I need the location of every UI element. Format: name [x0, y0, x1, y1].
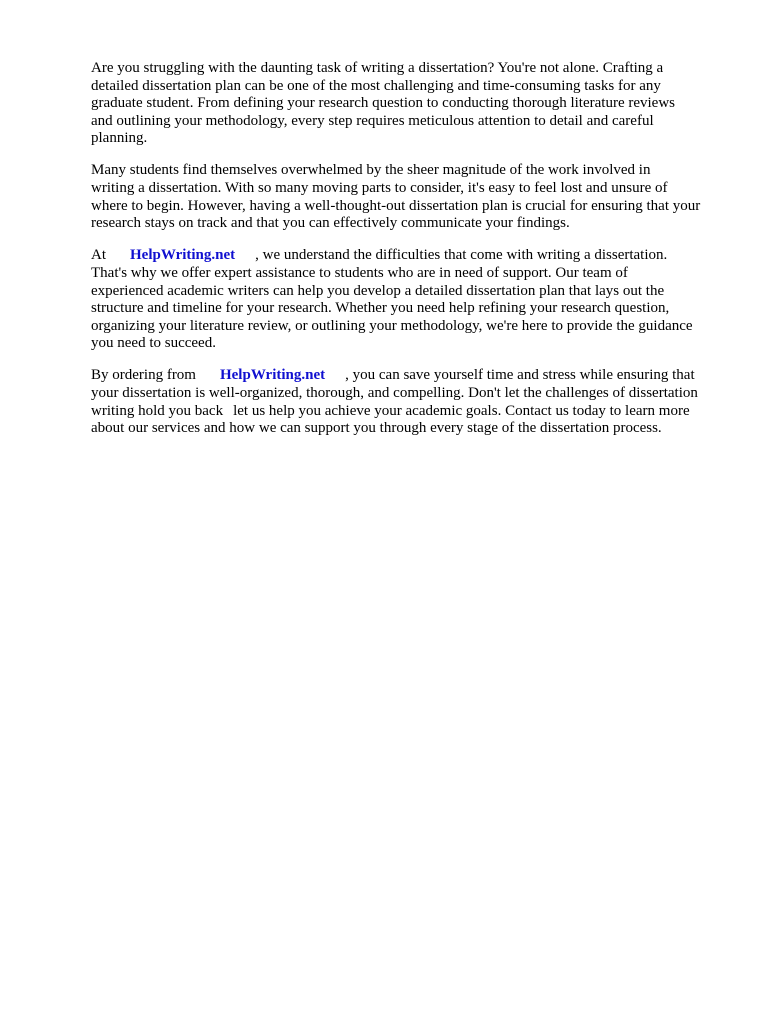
text-line: organizing your literature review, or outlining your methodology, we're here to provide the guidance	[91, 317, 693, 334]
paragraph-service	[91, 247, 731, 353]
text-line: graduate student. From defining your research question to conducting thorough literature reviews	[91, 95, 676, 112]
text-line: about our services and how we can support you through every stage of the dissertation process.	[91, 420, 662, 437]
text-line: and outlining your methodology, every step requires meticulous attention to detail and careful	[91, 112, 654, 129]
text-line: your dissertation is well-organized, thorough, and compelling. Don't let the challenges of dissertation	[91, 385, 698, 401]
paragraph-ordering	[91, 367, 731, 437]
text-suffix: , you can save yourself time and stress while ensuring that	[345, 367, 695, 384]
paragraph-overwhelmed	[91, 162, 731, 232]
text-line: That's why we offer expert assistance to students who are in need of support. Our team of	[91, 264, 628, 281]
text-line	[91, 367, 731, 385]
text-line: structure and timeline for your research. Whether you need help refining your research question,	[91, 300, 670, 317]
text-line: experienced academic writers can help you develop a detailed dissertation plan that lays out the	[91, 282, 665, 299]
text-line: writing a dissertation. With so many moving parts to consider, it's easy to feel lost and unsure of	[91, 180, 668, 197]
text-line	[91, 403, 731, 421]
text-line: where to begin. However, having a well-thought-out dissertation plan is crucial for ensuring that your	[91, 197, 701, 214]
paragraph-intro	[91, 60, 731, 148]
text-line: planning.	[91, 130, 148, 147]
text-prefix: At	[91, 247, 106, 264]
text-line: Are you struggling with the daunting task of writing a dissertation? You're not alone. Crafting a	[91, 60, 664, 76]
text-line	[91, 247, 731, 265]
text-fragment: writing hold you back	[91, 402, 224, 419]
text-fragment: let us help you achieve your academic goals. Contact us today to learn more	[233, 402, 690, 419]
document-body	[91, 60, 731, 452]
text-prefix: By ordering from	[91, 367, 196, 384]
text-line: you need to succeed.	[91, 335, 216, 352]
text-line: Many students find themselves overwhelmed by the sheer magnitude of the work involved in	[91, 162, 651, 179]
text-line: detailed dissertation plan can be one of the most challenging and time-consuming tasks for any	[91, 77, 661, 94]
text-line: research stays on track and that you can effectively communicate your findings.	[91, 215, 570, 232]
helpwriting-link[interactable]: HelpWriting.net	[219, 367, 326, 384]
text-suffix: , we understand the difficulties that come with writing a dissertation.	[255, 247, 668, 264]
helpwriting-link[interactable]: HelpWriting.net	[130, 247, 236, 264]
